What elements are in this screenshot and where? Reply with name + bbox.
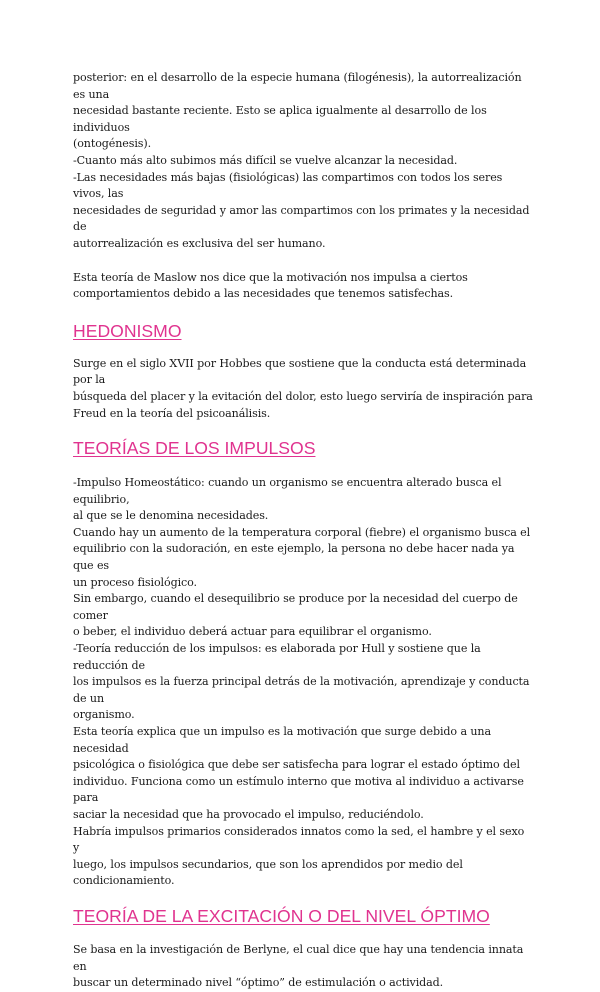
text-line: -Cuanto más alto subimos más difícil se vuelve alcanzar la necesidad. [73, 153, 458, 167]
text-line: necesidad bastante reciente. Esto se aplica igualmente al desarrollo de los individuos [73, 104, 487, 134]
text-line: necesidades de seguridad y amor las compartimos con los primates y la necesidad de [73, 203, 530, 234]
text-line: saciar la necesidad que ha provocado el impulso, reduciéndolo. [73, 807, 424, 821]
text-line: Se basa en la investigación de Berlyne, el cual dice que hay una tendencia innata en [73, 942, 524, 973]
text-line: Habría impulsos primarios considerados innatos como la sed, el hambre y el sexo y [73, 824, 525, 855]
text-line: equilibrio con la sudoración, en este ejemplo, la persona no debe hacer nada ya que es [73, 542, 515, 573]
text-line: al que se le denomina necesidades. [73, 509, 269, 523]
text-line: buscar un determinado nivel “óptimo” de estimulación o actividad. [73, 976, 444, 990]
text-line: individuo. Funciona como un estímulo interno que motiva al individuo a activarse para [73, 774, 524, 805]
text-line: Freud en la teoría del psicoanálisis. [73, 406, 271, 420]
impulsos-paragraph [73, 475, 533, 890]
text-line: los impulsos es la fuerza principal detrás de la motivación, aprendizaje y conducta de un [73, 675, 530, 705]
hedonismo-paragraph [73, 356, 533, 422]
text-line: -Impulso Homeostático: cuando un organismo se encuentra alterado busca el equilibrio, [73, 476, 502, 506]
text-line: Sin embargo, cuando el desequilibrio se produce por la necesidad del cuerpo de comer [73, 592, 518, 622]
text-line: -Las necesidades más bajas (fisiológicas) las compartimos con todos los seres vivos, las [73, 170, 503, 201]
maslow-paragraph [73, 270, 533, 303]
excitacion-paragraph [73, 942, 533, 992]
text-line: psicológica o fisiológica que debe ser satisfecha para lograr el estado óptimo del [73, 758, 520, 772]
section-heading-hedonismo: HEDONISMO [73, 320, 182, 341]
text-line: luego, los impulsos secundarios, que son los aprendidos por medio del [73, 857, 463, 871]
text-line: búsqueda del placer y la evitación del dolor, esto luego serviría de inspiración para [73, 389, 533, 403]
text-line: posterior: en el desarrollo de la especie humana (filogénesis), la autorrealización es una [73, 71, 522, 101]
text-line: un proceso fisiológico. [73, 575, 197, 589]
intro-paragraph [73, 70, 533, 253]
text-line: o beber, el individuo deberá actuar para equilibrar el organismo. [73, 625, 432, 639]
text-line: condicionamiento. [73, 874, 175, 888]
text-line: Cuando hay un aumento de la temperatura corporal (fiebre) el organismo busca el [73, 525, 531, 539]
text-line: autorrealización es exclusiva del ser humano. [73, 236, 326, 250]
section-heading-impulsos: TEORÍAS DE LOS IMPULSOS [73, 438, 316, 459]
text-line: -Teoría reducción de los impulsos: es elaborada por Hull y sostiene que la reducción de [73, 642, 481, 672]
text-line: organismo. [73, 708, 135, 722]
section-heading-excitacion: TEORÍA DE LA EXCITACIÓN O DEL NIVEL ÓPTIMO [73, 905, 490, 926]
text-line: (ontogénesis). [73, 137, 152, 151]
text-line: Esta teoría explica que un impulso es la motivación que surge debido a una necesidad [73, 725, 491, 755]
page-content [73, 70, 533, 992]
text-line: Esta teoría de Maslow nos dice que la motivación nos impulsa a ciertos [73, 270, 468, 284]
text-line: comportamientos debido a las necesidades que tenemos satisfechas. [73, 287, 454, 301]
text-line: Surge en el siglo XVII por Hobbes que sostiene que la conducta está determinada por la [73, 356, 527, 387]
